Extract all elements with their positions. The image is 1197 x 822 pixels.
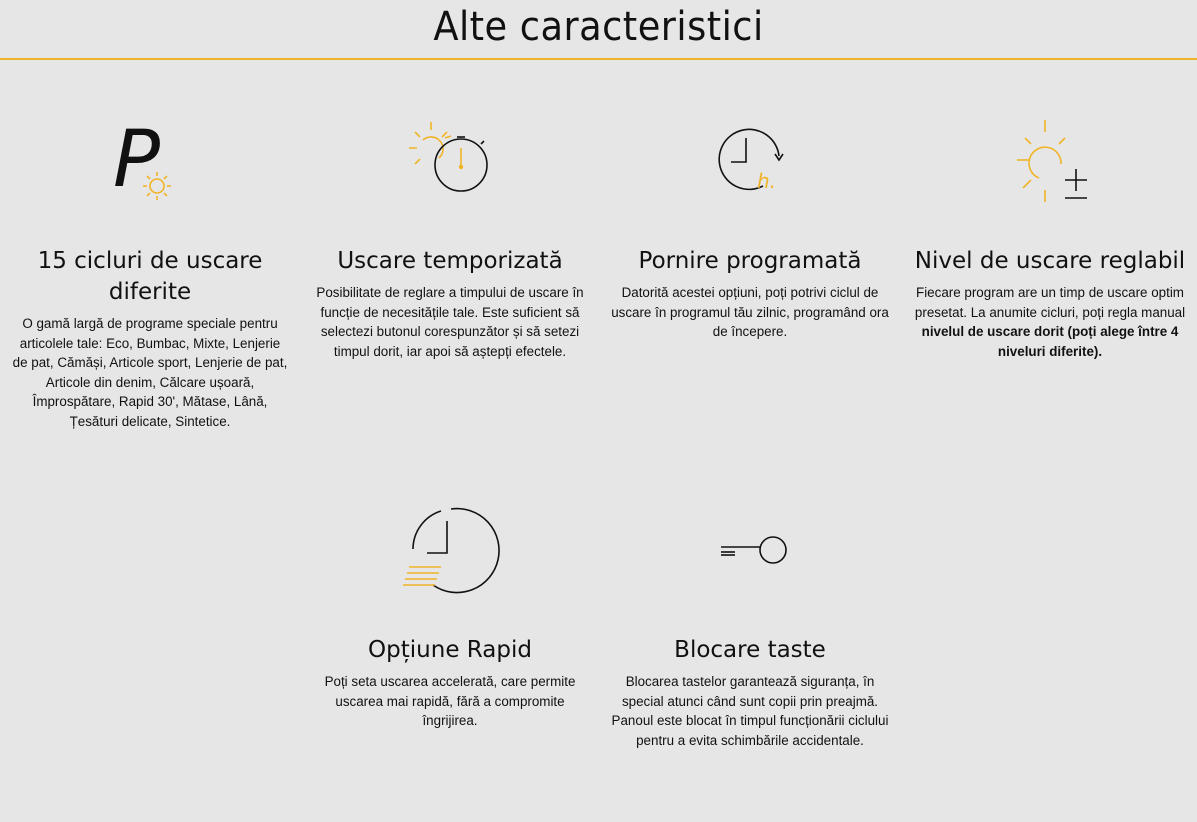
feature-description-bold: nivelul de uscare dorit (poți alege între 4 niveluri diferite). <box>921 324 1179 359</box>
svg-text:P: P <box>113 115 161 205</box>
sun-stopwatch-icon <box>395 110 505 220</box>
feature-title: Opțiune Rapid <box>368 637 532 663</box>
feature-title: Blocare taste <box>674 637 826 663</box>
feature-delayed-start <box>605 110 895 342</box>
feature-rapid <box>305 497 595 731</box>
sun-plus-minus-icon <box>995 110 1105 220</box>
programs-sun-icon <box>95 110 205 220</box>
key-lock-icon <box>695 497 805 607</box>
feature-description: Datorită acestei opțiuni, poți potrivi ciclul de uscare în programul tău zilnic, programând ora de începere. <box>611 285 889 340</box>
feature-programs <box>5 110 295 432</box>
feature-title: 15 cicluri de uscare diferite <box>37 248 263 305</box>
feature-description: Poți seta uscarea accelerată, care permite uscarea mai rapidă, fără a compromite îngrijirea. <box>324 674 576 729</box>
feature-description: Blocarea tastelor garantează siguranța, în special atunci când sunt copii prin preajmă. Panoul este blocat în timpul funcționării ciclului pentru a evita schimbările accidentale. <box>611 674 889 748</box>
feature-title: Uscare temporizată <box>337 248 563 274</box>
feature-description-text: Fiecare program are un timp de uscare optim presetat. La anumite cicluri, poți regla manual <box>914 285 1186 320</box>
feature-title: Nivel de uscare reglabil <box>914 248 1186 274</box>
section-title: Alte caracteristici <box>433 4 764 50</box>
rapid-clock-icon <box>395 497 505 607</box>
feature-description: O gamă largă de programe speciale pentru articolele tale: Eco, Bumbac, Mixte, Lenjerie de pat, Cămăși, Articole sport, Lenjerie de pat, Articole din denim, Călcare ușoară, Împrospătare, Rapid 30', Mătase, Lână, Țesături delicate, Sintetice. <box>12 316 288 429</box>
clock-delay-icon <box>695 110 805 220</box>
section-header <box>0 0 1197 60</box>
feature-title: Pornire programată <box>638 248 862 274</box>
feature-adjustable-dryness <box>905 110 1195 361</box>
feature-description: Posibilitate de reglare a timpului de uscare în funcție de necesitățile tale. Este suficient să selectezi butonul corespunzător și să setezi timpul dorit, iar apoi să aștepți efectele. <box>316 285 584 359</box>
svg-text:h.: h. <box>757 169 777 193</box>
feature-timed-drying <box>305 110 595 361</box>
feature-description <box>911 283 1189 361</box>
feature-key-lock <box>605 497 895 750</box>
